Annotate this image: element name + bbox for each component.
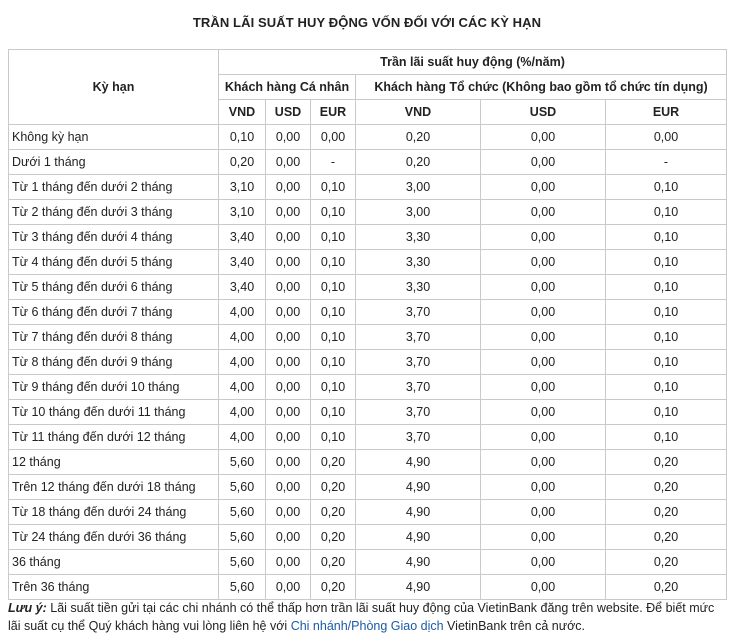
rate-cell: 0,20 (606, 500, 727, 525)
table-row (9, 425, 727, 450)
currency-header: EUR (606, 100, 727, 125)
rate-cell: 0,10 (311, 175, 356, 200)
rate-cell: 4,00 (219, 350, 266, 375)
table-row (9, 125, 727, 150)
rate-cell: 0,00 (266, 325, 311, 350)
rate-cell: 0,10 (311, 200, 356, 225)
interest-rate-table (8, 49, 727, 600)
rate-cell: 0,00 (266, 425, 311, 450)
term-cell: Từ 2 tháng đến dưới 3 tháng (9, 200, 219, 225)
table-row (9, 400, 727, 425)
rate-cell: 0,20 (606, 450, 727, 475)
table-row (9, 500, 727, 525)
term-cell: Từ 24 tháng đến dưới 36 tháng (9, 525, 219, 550)
rate-cell: 0,10 (606, 425, 727, 450)
rate-cell: 0,00 (266, 250, 311, 275)
rate-cell: 0,00 (266, 450, 311, 475)
rate-cell: 3,70 (356, 425, 481, 450)
rate-cell: 0,10 (606, 225, 727, 250)
term-cell: Dưới 1 tháng (9, 150, 219, 175)
rate-cell: 0,10 (311, 300, 356, 325)
rate-cell: 0,00 (481, 425, 606, 450)
footnote (8, 599, 728, 635)
rate-cell: 0,00 (266, 225, 311, 250)
rate-cell: 3,10 (219, 200, 266, 225)
term-cell: Từ 7 tháng đến dưới 8 tháng (9, 325, 219, 350)
rate-cell: 0,20 (311, 575, 356, 600)
rate-cell: 0,00 (481, 550, 606, 575)
rate-cell: 0,00 (481, 325, 606, 350)
rate-cell: 0,10 (311, 375, 356, 400)
rate-cell: 3,40 (219, 275, 266, 300)
rate-cell: 3,00 (356, 200, 481, 225)
table-row (9, 325, 727, 350)
rate-cell: 0,20 (606, 575, 727, 600)
currency-header: EUR (311, 100, 356, 125)
rate-cell: 0,20 (311, 525, 356, 550)
rate-cell: 4,00 (219, 325, 266, 350)
rate-cell: 4,90 (356, 475, 481, 500)
rate-cell: 0,00 (481, 475, 606, 500)
rate-cell: 5,60 (219, 475, 266, 500)
term-cell: Từ 4 tháng đến dưới 5 tháng (9, 250, 219, 275)
page-title: TRẦN LÃI SUẤT HUY ĐỘNG VỐN ĐỐI VỚI CÁC KỲ HẠN (192, 15, 542, 30)
organization-customer-header: Khách hàng Tổ chức (Không bao gồm tổ chức tín dụng) (356, 75, 727, 100)
rate-cell: 5,60 (219, 525, 266, 550)
rate-cell: 0,10 (219, 125, 266, 150)
rate-cell: 0,20 (606, 525, 727, 550)
rate-cell: 3,70 (356, 300, 481, 325)
rate-cell: 0,00 (606, 125, 727, 150)
rate-cell: 0,20 (606, 475, 727, 500)
rate-cell: 0,00 (481, 300, 606, 325)
rate-cell: 5,60 (219, 450, 266, 475)
rate-cell: 0,00 (266, 525, 311, 550)
rate-cell: 0,00 (481, 150, 606, 175)
term-cell: Từ 3 tháng đến dưới 4 tháng (9, 225, 219, 250)
rate-cell: 4,90 (356, 575, 481, 600)
rate-cell: 0,20 (356, 125, 481, 150)
rate-cell: 3,40 (219, 250, 266, 275)
rate-cell: 0,10 (311, 400, 356, 425)
term-cell: Từ 1 tháng đến dưới 2 tháng (9, 175, 219, 200)
rate-cell: 0,10 (606, 275, 727, 300)
rate-cell: 0,20 (311, 500, 356, 525)
rate-cell: 0,10 (311, 425, 356, 450)
rate-cell: 0,10 (606, 175, 727, 200)
rate-cell: 4,90 (356, 525, 481, 550)
rate-cell: 0,00 (481, 225, 606, 250)
table-row (9, 350, 727, 375)
term-cell: Từ 18 tháng đến dưới 24 tháng (9, 500, 219, 525)
rate-cell: 4,00 (219, 400, 266, 425)
table-row (9, 250, 727, 275)
rate-cell: 3,70 (356, 325, 481, 350)
term-cell: Trên 12 tháng đến dưới 18 tháng (9, 475, 219, 500)
rate-cell: 0,00 (481, 400, 606, 425)
rate-cell: 5,60 (219, 575, 266, 600)
rate-cell: 0,20 (311, 450, 356, 475)
rate-cell: 3,30 (356, 250, 481, 275)
rate-cell: - (311, 150, 356, 175)
branch-link[interactable]: Chi nhánh/Phòng Giao dịch (290, 619, 444, 633)
rate-cell: 0,10 (311, 225, 356, 250)
rate-cell: - (606, 150, 727, 175)
rate-cell: 4,90 (356, 450, 481, 475)
rate-cell: 0,00 (266, 125, 311, 150)
rate-cell: 0,00 (266, 275, 311, 300)
rate-cell: 0,00 (266, 550, 311, 575)
rate-cell: 0,10 (606, 400, 727, 425)
term-cell: Từ 5 tháng đến dưới 6 tháng (9, 275, 219, 300)
term-cell: 36 tháng (9, 550, 219, 575)
rate-cell: 0,00 (266, 575, 311, 600)
rate-cell: 0,00 (266, 400, 311, 425)
currency-header: VND (356, 100, 481, 125)
term-cell: Từ 6 tháng đến dưới 7 tháng (9, 300, 219, 325)
table-row (9, 200, 727, 225)
rate-cell: 3,70 (356, 350, 481, 375)
rate-cell: 0,00 (481, 175, 606, 200)
table-row (9, 475, 727, 500)
rate-cell: 0,20 (356, 150, 481, 175)
rate-cell: 0,00 (266, 200, 311, 225)
currency-header: VND (219, 100, 266, 125)
note-text: Lãi suất tiền gửi tại các chi nhánh có thể thấp hơn trần lãi suất huy động của VietinBank đăng trên website. Để biết mức lãi suất cụ thể Quý khách hàng vui lòng liên hệ với (8, 601, 715, 633)
rate-cell: 3,00 (356, 175, 481, 200)
table-row (9, 550, 727, 575)
currency-header: USD (266, 100, 311, 125)
rate-cell: 0,10 (311, 275, 356, 300)
rate-cell: 0,10 (311, 350, 356, 375)
note-text-end: VietinBank trên cả nước. (443, 619, 585, 633)
rate-cell: 0,00 (481, 200, 606, 225)
rate-cell: 0,00 (266, 475, 311, 500)
table-row (9, 450, 727, 475)
rate-cell: 3,40 (219, 225, 266, 250)
table-row (9, 275, 727, 300)
rate-cell: 0,00 (481, 450, 606, 475)
currency-header: USD (481, 100, 606, 125)
rate-cell: 0,10 (311, 250, 356, 275)
rate-cell: 0,00 (481, 275, 606, 300)
term-cell: Từ 9 tháng đến dưới 10 tháng (9, 375, 219, 400)
rate-cell: 0,00 (266, 300, 311, 325)
rate-cell: 4,00 (219, 375, 266, 400)
term-cell: Không kỳ hạn (9, 125, 219, 150)
rate-cell: 0,10 (606, 375, 727, 400)
rate-cell: 3,30 (356, 225, 481, 250)
table-row (9, 175, 727, 200)
rate-cell: 0,00 (266, 500, 311, 525)
rate-cell: 5,60 (219, 500, 266, 525)
rate-cell: 0,20 (311, 475, 356, 500)
rate-cell: 0,00 (266, 175, 311, 200)
table-row (9, 525, 727, 550)
rate-cell: 4,00 (219, 425, 266, 450)
rate-cell: 0,00 (311, 125, 356, 150)
table-row (9, 150, 727, 175)
term-column-header: Kỳ hạn (9, 50, 219, 125)
term-cell: Từ 8 tháng đến dưới 9 tháng (9, 350, 219, 375)
rate-cell: 0,10 (311, 325, 356, 350)
rate-cell: 0,00 (481, 250, 606, 275)
rate-cell: 0,10 (606, 200, 727, 225)
rate-cell: 3,70 (356, 375, 481, 400)
individual-customer-header: Khách hàng Cá nhân (219, 75, 356, 100)
rate-cell: 0,20 (311, 550, 356, 575)
rate-cell: 0,20 (606, 550, 727, 575)
rate-cell: 0,00 (266, 375, 311, 400)
rate-cell: 0,00 (481, 375, 606, 400)
rate-cell: 0,10 (606, 250, 727, 275)
rate-cell: 3,10 (219, 175, 266, 200)
rate-cell: 4,00 (219, 300, 266, 325)
rate-cell: 5,60 (219, 550, 266, 575)
term-cell: Từ 10 tháng đến dưới 11 tháng (9, 400, 219, 425)
term-cell: Trên 36 tháng (9, 575, 219, 600)
term-cell: Từ 11 tháng đến dưới 12 tháng (9, 425, 219, 450)
table-row (9, 225, 727, 250)
rate-cell: 0,00 (266, 350, 311, 375)
term-cell: 12 tháng (9, 450, 219, 475)
rate-cell: 0,20 (219, 150, 266, 175)
rate-cell: 3,70 (356, 400, 481, 425)
rate-cell: 0,00 (481, 500, 606, 525)
rate-cell: 0,00 (266, 150, 311, 175)
rate-cell: 0,10 (606, 325, 727, 350)
rate-ceiling-header: Trần lãi suất huy động (%/năm) (219, 50, 727, 75)
table-row (9, 300, 727, 325)
rate-cell: 0,00 (481, 350, 606, 375)
rate-cell: 0,00 (481, 125, 606, 150)
table-row (9, 575, 727, 600)
table-row (9, 375, 727, 400)
rate-cell: 0,00 (481, 575, 606, 600)
rate-cell: 3,30 (356, 275, 481, 300)
rate-cell: 0,00 (481, 525, 606, 550)
rate-cell: 0,10 (606, 350, 727, 375)
rate-cell: 4,90 (356, 500, 481, 525)
note-label: Lưu ý: (8, 601, 47, 615)
rate-cell: 0,10 (606, 300, 727, 325)
rate-cell: 4,90 (356, 550, 481, 575)
